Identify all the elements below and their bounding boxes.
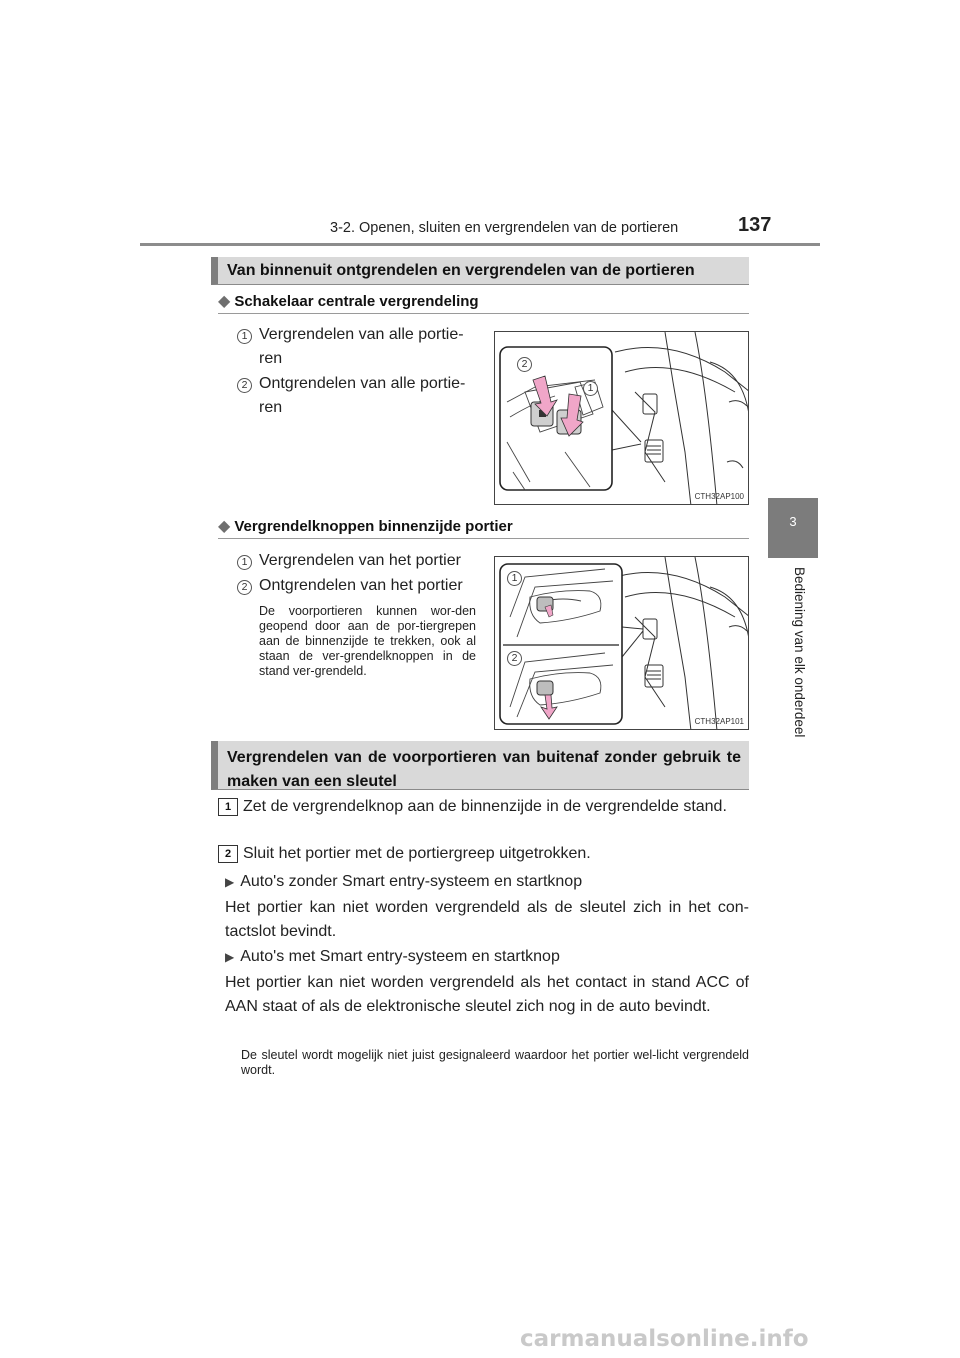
note-text: De sleutel wordt mogelijk niet juist gesignaleerd waardoor het portier wel-licht vergrendeld wordt.	[241, 1048, 749, 1077]
list-item	[259, 372, 479, 420]
triangle-bullet-icon: ▶	[225, 950, 235, 964]
subheading-rule	[218, 313, 749, 314]
item-number-circle: 1	[237, 329, 252, 344]
subheading-rule	[218, 538, 749, 539]
figure-central-lock-switch	[494, 331, 749, 505]
list-item-text: Vergrendelen van alle portie-	[259, 326, 464, 343]
note-text: De voorportieren kunnen wor-den geopend door aan de por-tiergrepen aan de binnenzijde te trekken, ook al staan de ver-grendelknoppen in de stand ver-grendeld.	[259, 604, 476, 678]
callout-1: 1	[583, 381, 598, 396]
list-item-text-cont: ren	[259, 350, 283, 367]
page-number: 137	[738, 214, 772, 236]
header-rule	[140, 243, 820, 246]
door-lock-button-illustration	[495, 557, 749, 730]
item-number-circle: 1	[237, 555, 252, 570]
triangle-bullet-icon: ▶	[225, 875, 235, 889]
item-number-circle: 2	[237, 378, 252, 393]
diamond-bullet-icon: ◆	[218, 293, 231, 310]
subheading-text: Schakelaar centrale vergrendeling	[234, 293, 479, 310]
case-text: Het portier kan niet worden vergrendeld als het contact in stand ACC of AAN staat of als de elektronische sleutel zich nog in de auto bevindt.	[225, 974, 749, 1015]
list-item	[259, 323, 479, 371]
callout-1: 1	[507, 571, 522, 586]
case-heading	[225, 870, 582, 894]
item-number-circle: 2	[237, 580, 252, 595]
step-number-box: 2	[218, 845, 238, 863]
step-text: Zet de vergrendelknop aan de binnenzijde in de vergrendelde stand.	[243, 798, 727, 815]
step-number-box: 1	[218, 798, 238, 816]
door-switch-illustration	[495, 332, 749, 505]
case-text: Het portier kan niet worden vergrendeld als de sleutel zich in het con-tactslot bevindt.	[225, 899, 749, 940]
list-item-text: Vergrendelen van het portier	[259, 552, 461, 569]
figure-code: CTH32AP100	[694, 492, 744, 501]
step-text: Sluit het portier met de portiergreep uitgetrokken.	[243, 845, 591, 862]
figure-code: CTH32AP101	[694, 717, 744, 726]
list-item-text: Ontgrendelen van alle portie-	[259, 375, 466, 392]
list-item-text: Ontgrendelen van het portier	[259, 577, 463, 594]
running-header-title: 3-2. Openen, sluiten en vergrendelen van de portieren	[330, 220, 679, 236]
list-item-text-cont: ren	[259, 399, 283, 416]
chapter-tab-label: Bediening van elk onderdeel	[792, 567, 807, 738]
subheading-inside-lock-buttons	[218, 516, 513, 536]
case-heading-text: Auto's zonder Smart entry-systeem en startknop	[240, 873, 583, 890]
callout-2: 2	[507, 651, 522, 666]
subheading-central-lock-switch	[218, 291, 479, 311]
watermark: carmanualsonline.info	[520, 1326, 809, 1352]
case-heading-text: Auto's met Smart entry-systeem en startknop	[240, 948, 560, 965]
callout-2: 2	[517, 357, 532, 372]
case-heading	[225, 945, 560, 969]
diamond-bullet-icon: ◆	[218, 518, 231, 535]
section-heading-inside-locking: Van binnenuit ontgrendelen en vergrendelen van de portieren	[211, 257, 749, 285]
chapter-tab-number: 3	[789, 514, 797, 529]
figure-inside-lock-buttons	[494, 556, 749, 730]
section-heading-outside-locking: Vergrendelen van de voorportieren van buitenaf zonder gebruik te maken van een sleutel	[211, 741, 749, 790]
subheading-text: Vergrendelknoppen binnenzijde portier	[234, 518, 513, 535]
